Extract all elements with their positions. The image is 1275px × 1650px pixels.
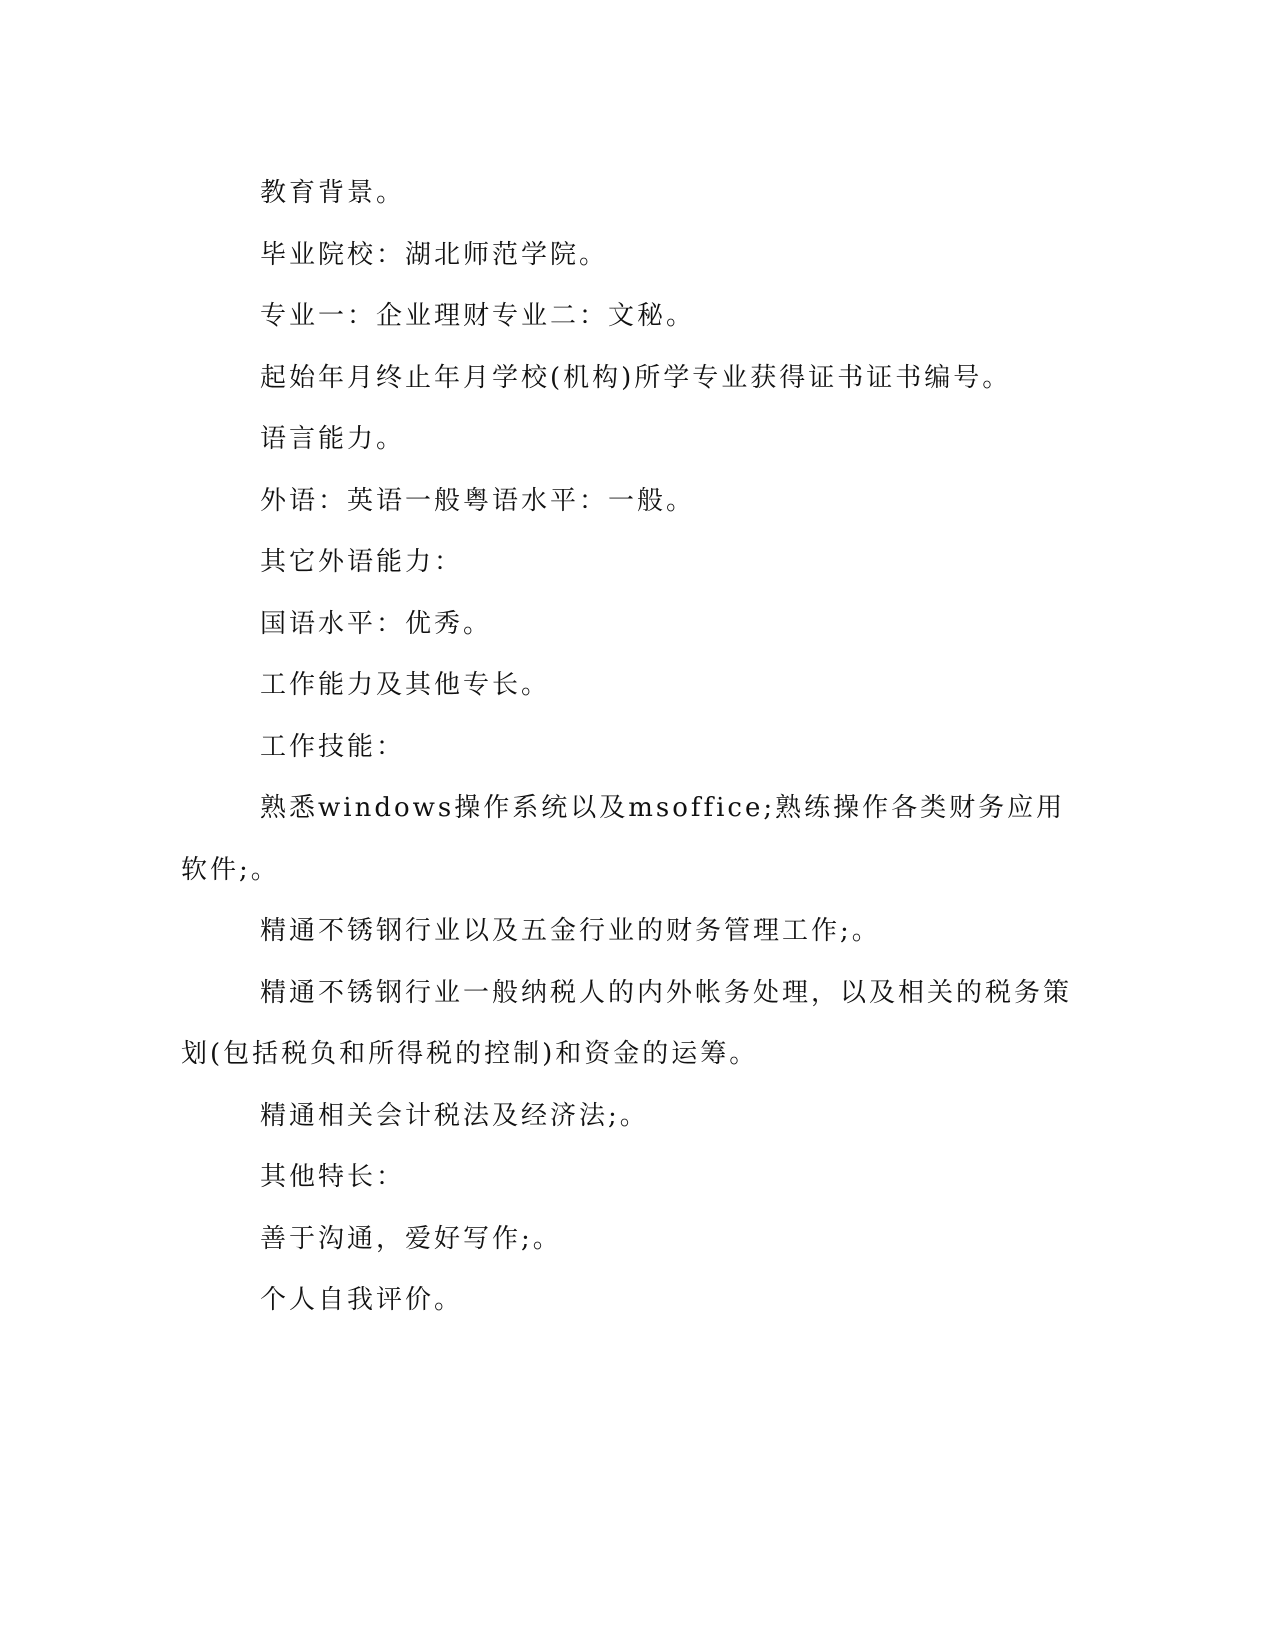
paragraph-tax-law: 精通相关会计税法及经济法;。 [260,1100,649,1131]
paragraph-education-table-header: 起始年月终止年月学校(机构)所学专业获得证书证书编号。 [260,362,1012,393]
paragraph-majors: 专业一：企业理财专业二：文秘。 [260,301,696,331]
paragraph-communication: 善于沟通，爱好写作;。 [260,1223,562,1254]
paragraph-tax-accounting: 精通不锈钢行业一般纳税人的内外帐务处理，以及相关的税务策划(包括税负和所得税的控制)和资金的运筹。 [181,977,1073,1069]
paragraph-mandarin: 国语水平：优秀。 [260,608,493,639]
paragraph-foreign-language: 外语：英语一般粤语水平：一般。 [260,485,696,516]
paragraph-software-skills: 熟悉windows操作系统以及msoffice;熟练操作各类财务应用软件;。 [181,793,1066,885]
subheading-other-skills: 其他特长： [260,1162,406,1192]
paragraph-other-language: 其它外语能力： [260,547,464,577]
paragraph-industry-finance: 精通不锈钢行业以及五金行业的财务管理工作;。 [260,916,881,946]
section-heading-language: 语言能力。 [260,424,406,454]
paragraph-school: 毕业院校：湖北师范学院。 [260,239,609,270]
section-heading-self-evaluation: 个人自我评价。 [260,1285,464,1315]
document-body [181,163,1081,1332]
section-heading-skills: 工作能力及其他专长。 [260,670,551,700]
subheading-work-skills: 工作技能： [260,731,406,762]
section-heading-education: 教育背景。 [260,178,406,208]
